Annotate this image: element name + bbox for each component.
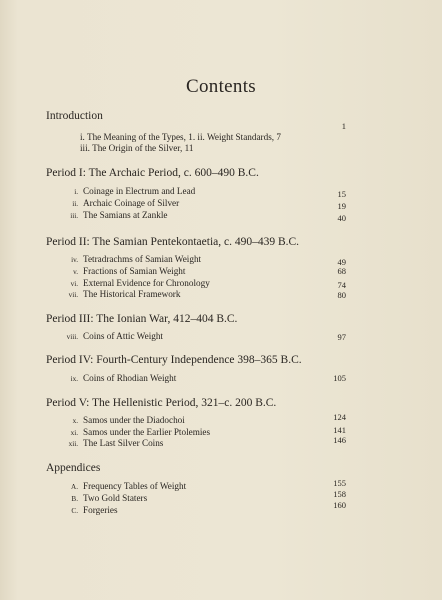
row-page: 49: [337, 257, 346, 267]
row-page: 15: [337, 189, 346, 199]
row-label: Frequency Tables of Weight: [83, 481, 187, 491]
section-period-4: Period IV: Fourth-Century Independence 398–365 B.C.: [46, 354, 302, 366]
row-numeral: vii.: [68, 291, 78, 299]
row-page: 146: [333, 435, 346, 445]
row-label: Samos under the Diadochoi: [83, 415, 185, 425]
row-label: Coinage in Electrum and Lead: [83, 186, 196, 196]
toc-row: [50, 493, 147, 503]
row-page: 160: [333, 500, 346, 510]
toc-row: [50, 505, 118, 515]
toc-row: [50, 331, 163, 341]
toc-row: [50, 415, 185, 425]
row-page: 155: [333, 478, 346, 488]
row-page: 19: [337, 201, 346, 211]
toc-row: [50, 481, 186, 491]
section-period-5: Period V: The Hellenistic Period, 321–c. 200 B.C.: [46, 397, 277, 409]
row-page: 97: [337, 332, 346, 342]
toc-row: [50, 427, 210, 437]
toc-row: [50, 198, 179, 208]
row-numeral: vi.: [70, 280, 78, 288]
row-numeral: iv.: [71, 256, 78, 264]
row-label: Two Gold Staters: [83, 493, 148, 503]
toc-row: [50, 278, 210, 288]
row-page: 68: [337, 266, 346, 276]
intro-line-2: iii. The Origin of the Silver, 11: [80, 143, 194, 153]
toc-row: [50, 254, 201, 264]
row-page: 74: [337, 280, 346, 290]
toc-row: [50, 373, 176, 383]
page-title: Contents: [186, 76, 256, 97]
row-numeral: ii.: [72, 200, 78, 208]
row-label: Fractions of Samian Weight: [83, 266, 186, 276]
row-label: Coins of Rhodian Weight: [83, 373, 177, 383]
section-period-2: Period II: The Samian Pentekontaetia, c. 490–439 B.C.: [46, 236, 300, 248]
section-period-1: Period I: The Archaic Period, c. 600–490 B.C.: [46, 167, 259, 179]
intro-line-1: i. The Meaning of the Types, 1. ii. Weight Standards, 7: [80, 132, 281, 142]
section-introduction: Introduction: [46, 110, 103, 122]
row-label: The Samians at Zankle: [83, 210, 168, 220]
row-label: Samos under the Earlier Ptolemies: [83, 427, 211, 437]
row-numeral: xii.: [68, 440, 78, 448]
row-label: Archaic Coinage of Silver: [83, 198, 180, 208]
row-page: 141: [333, 425, 346, 435]
row-page: 105: [333, 373, 346, 383]
row-label: Tetradrachms of Samian Weight: [83, 254, 202, 264]
toc-row: [50, 438, 163, 448]
section-period-3: Period III: The Ionian War, 412–404 B.C.: [46, 313, 238, 325]
section-appendices: Appendices: [46, 462, 101, 474]
row-numeral: B.: [71, 495, 78, 503]
row-numeral: x.: [72, 417, 78, 425]
toc-row: [50, 289, 180, 299]
row-numeral: v.: [73, 268, 78, 276]
toc-row: [50, 210, 167, 220]
row-numeral: iii.: [70, 212, 78, 220]
toc-row: [50, 186, 195, 196]
row-label: The Last Silver Coins: [83, 438, 164, 448]
row-label: External Evidence for Chronology: [83, 278, 210, 288]
toc-row: [50, 266, 185, 276]
row-page: 40: [337, 213, 346, 223]
row-label: Coins of Attic Weight: [83, 331, 163, 341]
row-numeral: i.: [74, 188, 78, 196]
row-numeral: C.: [71, 507, 78, 515]
page-number-introduction: 1: [341, 121, 346, 131]
row-label: The Historical Framework: [83, 289, 181, 299]
row-numeral: xi.: [70, 429, 78, 437]
row-numeral: A.: [71, 483, 78, 491]
row-label: Forgeries: [83, 505, 118, 515]
row-page: 80: [337, 290, 346, 300]
row-page: 124: [333, 412, 346, 422]
row-numeral: viii.: [66, 333, 78, 341]
row-numeral: ix.: [70, 375, 78, 383]
row-page: 158: [333, 489, 346, 499]
